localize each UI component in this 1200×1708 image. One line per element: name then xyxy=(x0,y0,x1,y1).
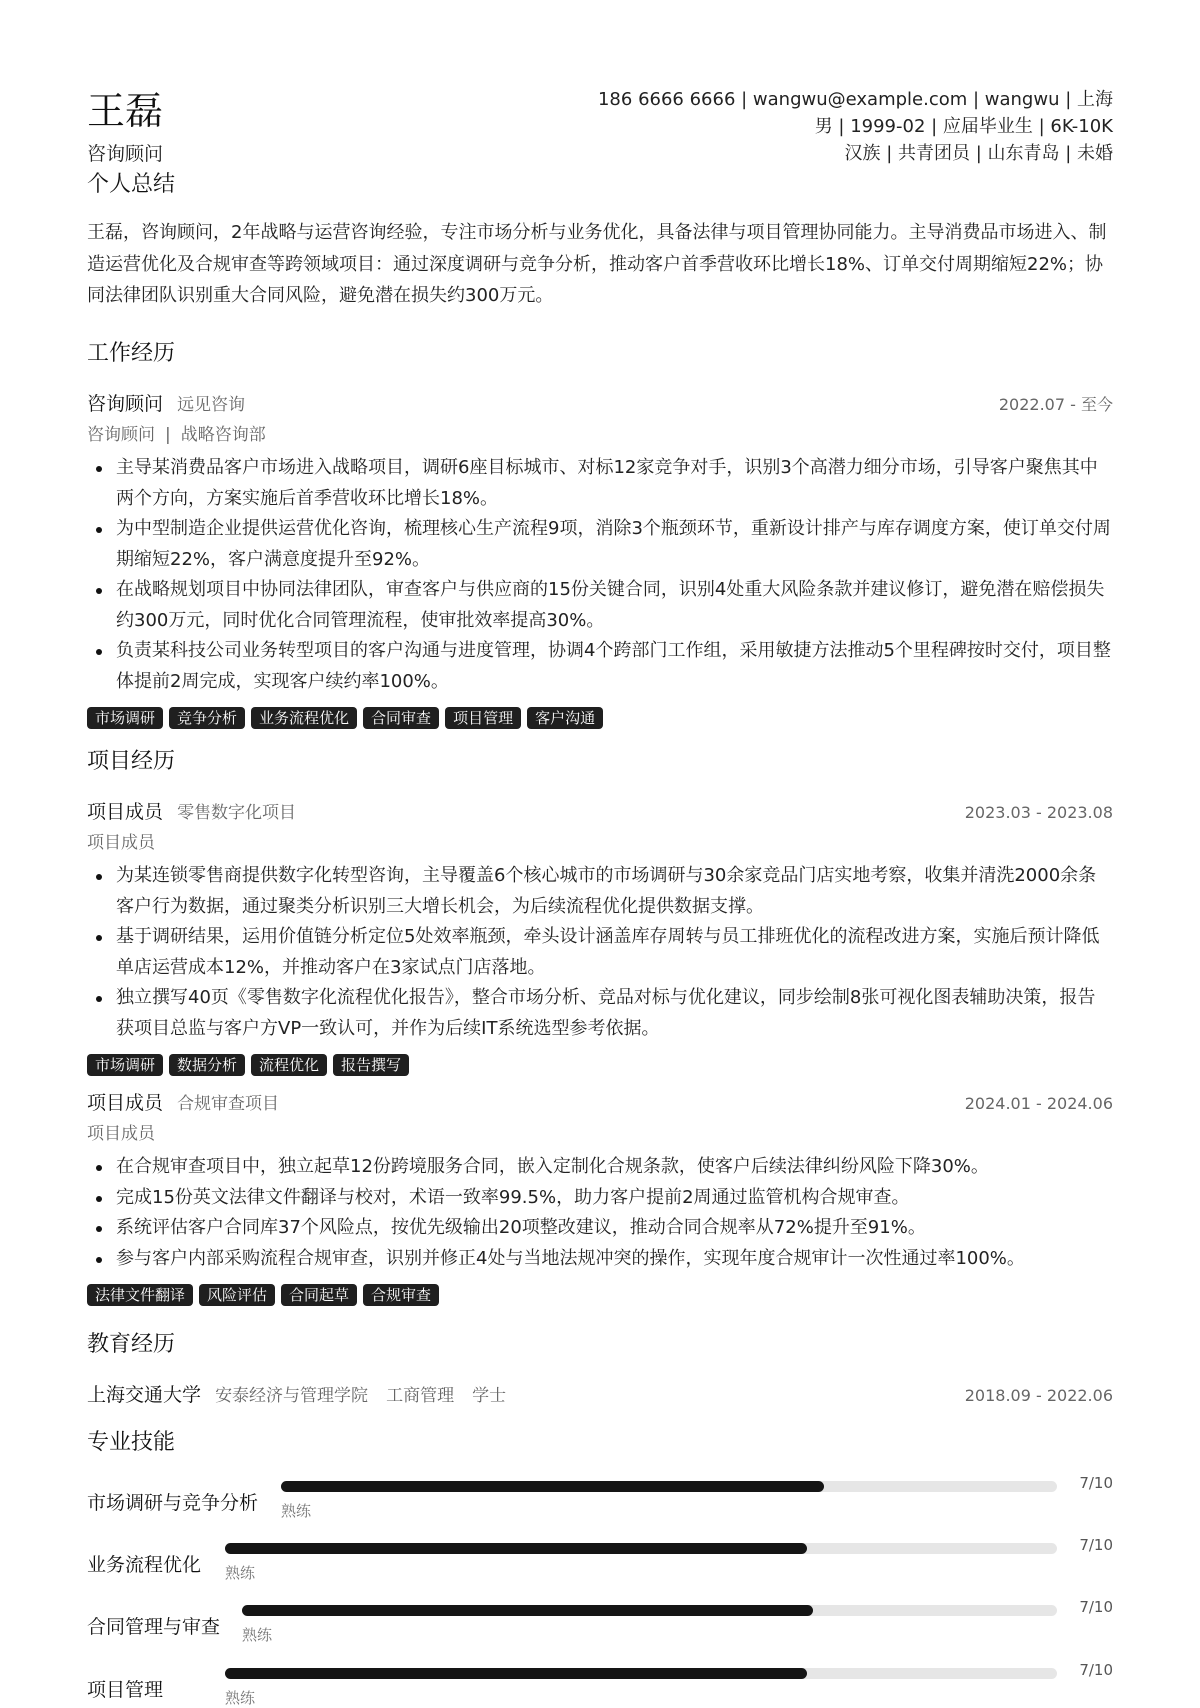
skill-bar-track xyxy=(281,1481,1057,1492)
work-role: 咨询顾问 xyxy=(87,393,164,415)
skill-score: 7/10 xyxy=(1079,1661,1113,1679)
skill-row xyxy=(87,1598,1113,1658)
skill-bar-track xyxy=(225,1543,1057,1554)
skill-tag: 客户沟通 xyxy=(527,707,603,729)
work-tags xyxy=(87,707,1113,729)
list-item: 为某连锁零售商提供数字化转型咨询，主导覆盖6个核心城市的市场调研与30余家竞品门店实地考察，收集并清洗2000余条客户行为数据，通过聚类分析识别三大增长机会，为后续流程优化提供数据支撑。 xyxy=(116,861,1113,922)
project-entry xyxy=(87,797,1113,1076)
list-item: 负责某科技公司业务转型项目的客户沟通与进度管理，协调4个跨部门工作组，采用敏捷方法推动5个里程碑按时交付，项目整体提前2周完成，实现客户续约率100%。 xyxy=(116,636,1113,697)
education-date: 2018.09 - 2022.06 xyxy=(964,1386,1113,1405)
project-entry-header xyxy=(87,1088,1113,1115)
skill-bar-fill xyxy=(225,1543,807,1554)
skill-row xyxy=(87,1474,1113,1534)
candidate-title: 咨询顾问 xyxy=(87,143,164,165)
skill-bar-track xyxy=(242,1605,1057,1616)
project-entry xyxy=(87,1088,1113,1306)
summary-text: 王磊，咨询顾问，2年战略与运营咨询经验，专注市场分析与业务优化，具备法律与项目管理协同能力。主导消费品市场进入、制造运营优化及合规审查等跨领域项目：通过深度调研与竞争分析，推动客户首季营收环比增长18%、订单交付周期缩短22%；协同法律团队识别重大合同风险，避免潜在损失约300万元。 xyxy=(87,222,1107,306)
skill-tag: 报告撰写 xyxy=(333,1054,409,1076)
skill-tag: 市场调研 xyxy=(87,707,163,729)
skill-score: 7/10 xyxy=(1079,1474,1113,1492)
work-bullets xyxy=(87,453,1113,697)
candidate-name: 王磊 xyxy=(87,89,164,133)
skill-bar-track xyxy=(225,1668,1057,1679)
skill-score: 7/10 xyxy=(1079,1536,1113,1554)
skill-tag: 流程优化 xyxy=(251,1054,327,1076)
education-major: 工商管理 xyxy=(386,1386,455,1406)
project-name: 合规审查项目 xyxy=(177,1094,280,1114)
skill-tag: 业务流程优化 xyxy=(251,707,357,729)
skill-level: 熟练 xyxy=(281,1502,312,1520)
work-sub-separator: | xyxy=(165,425,171,445)
skill-tag: 市场调研 xyxy=(87,1054,163,1076)
list-item: 系统评估客户合同库37个风险点，按优先级输出20项整改建议，推动合同合规率从72%提升至91%。 xyxy=(116,1213,1113,1244)
project-sub-role: 项目成员 xyxy=(87,1124,155,1144)
skill-name: 市场调研与竞争分析 xyxy=(87,1492,259,1514)
skill-bar-fill xyxy=(242,1605,813,1616)
work-subline xyxy=(87,420,1113,445)
list-item: 为中型制造企业提供运营优化咨询，梳理核心生产流程9项，消除3个瓶颈环节，重新设计排产与库存调度方案，使订单交付周期缩短22%，客户满意度提升至92%。 xyxy=(116,514,1113,575)
skill-name: 业务流程优化 xyxy=(87,1554,202,1576)
project-date: 2024.01 - 2024.06 xyxy=(964,1094,1113,1113)
project-date: 2023.03 - 2023.08 xyxy=(964,803,1113,822)
skill-tag: 数据分析 xyxy=(169,1054,245,1076)
contact-line-3: 汉族 | 共青团员 | 山东青岛 | 未婚 xyxy=(844,143,1113,164)
skill-bar-fill xyxy=(281,1481,824,1492)
skill-row xyxy=(87,1536,1113,1596)
project-tags xyxy=(87,1054,1113,1076)
skill-tag: 合同审查 xyxy=(363,707,439,729)
skill-tag: 项目管理 xyxy=(445,707,521,729)
work-entry xyxy=(87,389,1113,729)
education-school: 上海交通大学 xyxy=(87,1384,202,1406)
skill-name: 合同管理与审查 xyxy=(87,1616,221,1638)
education-entry xyxy=(87,1380,1113,1407)
list-item: 在战略规划项目中协同法律团队，审查客户与供应商的15份关键合同，识别4处重大风险条款并建议修订，避免潜在赔偿损失约300万元，同时优化合同管理流程，使审批效率提高30%。 xyxy=(116,575,1113,636)
skill-level: 熟练 xyxy=(242,1626,273,1644)
list-item: 独立撰写40页《零售数字化流程优化报告》，整合市场分析、竞品对标与优化建议，同步绘制8张可视化图表辅助决策，报告获项目总监与客户方VP一致认可，并作为后续IT系统选型参考依据。 xyxy=(116,983,1113,1044)
work-date: 2022.07 - 至今 xyxy=(998,395,1113,414)
list-item: 基于调研结果，运用价值链分析定位5处效率瓶颈，牵头设计涵盖库存周转与员工排班优化的流程改进方案，实施后预计降低单店运营成本12%，并推动客户在3家试点门店落地。 xyxy=(116,922,1113,983)
work-heading: 工作经历 xyxy=(87,341,176,366)
project-role: 项目成员 xyxy=(87,1092,164,1114)
work-sub-role: 咨询顾问 xyxy=(87,425,155,445)
contact-line-2: 男 | 1999-02 | 应届毕业生 | 6K-10K xyxy=(814,116,1113,137)
project-tags xyxy=(87,1284,1113,1306)
skill-name: 项目管理 xyxy=(87,1679,164,1701)
education-heading: 教育经历 xyxy=(87,1332,176,1357)
project-sub-role: 项目成员 xyxy=(87,833,155,853)
list-item: 参与客户内部采购流程合规审查，识别并修正4处与当地法规冲突的操作，实现年度合规审计一次性通过率100%。 xyxy=(116,1244,1113,1275)
skill-tag: 竞争分析 xyxy=(169,707,245,729)
skill-level: 熟练 xyxy=(225,1689,256,1707)
list-item: 主导某消费品客户市场进入战略项目，调研6座目标城市、对标12家竞争对手，识别3个高潜力细分市场，引导客户聚焦其中两个方向，方案实施后首季营收环比增长18%。 xyxy=(116,453,1113,514)
skill-tag: 风险评估 xyxy=(199,1284,275,1306)
skill-bar-fill xyxy=(225,1668,807,1679)
skill-row xyxy=(87,1661,1113,1707)
skills-heading: 专业技能 xyxy=(87,1430,176,1455)
skill-score: 7/10 xyxy=(1079,1598,1113,1616)
project-bullets xyxy=(87,1152,1113,1274)
work-entry-header xyxy=(87,389,1113,416)
project-bullets xyxy=(87,861,1113,1044)
list-item: 在合规审查项目中，独立起草12份跨境服务合同，嵌入定制化合规条款，使客户后续法律纠纷风险下降30%。 xyxy=(116,1152,1113,1183)
list-item: 完成15份英文法律文件翻译与校对，术语一致率99.5%，助力客户提前2周通过监管机构合规审查。 xyxy=(116,1183,1113,1214)
education-degree: 学士 xyxy=(472,1386,507,1406)
work-sub-dept: 战略咨询部 xyxy=(180,425,266,445)
resume-header xyxy=(87,0,1113,165)
projects-heading: 项目经历 xyxy=(87,749,176,774)
contact-info xyxy=(598,86,1113,167)
work-company: 远见咨询 xyxy=(177,395,246,415)
project-role: 项目成员 xyxy=(87,801,164,823)
skill-tag: 法律文件翻译 xyxy=(87,1284,193,1306)
summary-heading: 个人总结 xyxy=(87,172,176,197)
contact-line-1: 186 6666 6666 | wangwu@example.com | wangwu | 上海 xyxy=(597,89,1113,110)
skill-tag: 合同起草 xyxy=(281,1284,357,1306)
skill-level: 熟练 xyxy=(225,1564,256,1582)
project-entry-header xyxy=(87,797,1113,824)
skill-tag: 合规审查 xyxy=(363,1284,439,1306)
education-college: 安泰经济与管理学院 xyxy=(215,1386,369,1406)
project-name: 零售数字化项目 xyxy=(177,803,297,823)
